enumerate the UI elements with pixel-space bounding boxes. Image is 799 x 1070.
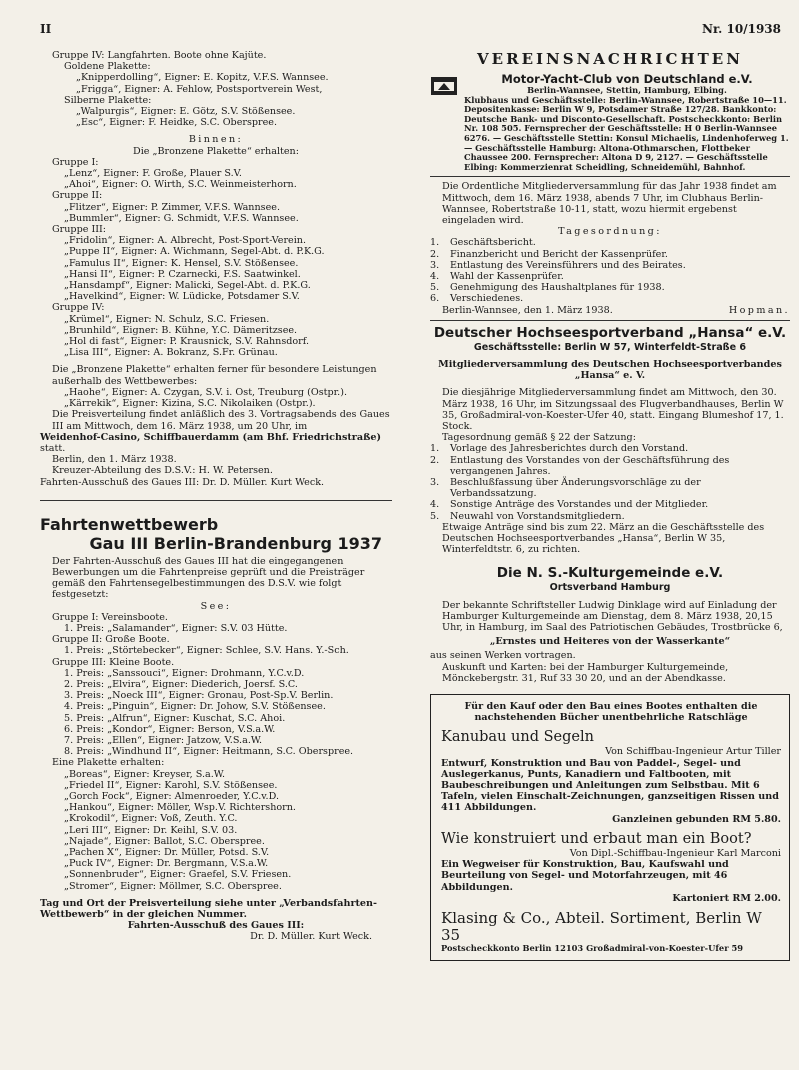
result-line: Goldene Plakette:: [64, 61, 151, 73]
agenda-number: 2.: [430, 454, 440, 466]
agenda-number: 3.: [430, 259, 440, 271]
result-line: „Puppe II“, Eigner: A. Wichmann, Segel-Abt. d. P.K.G.: [64, 246, 325, 258]
result-line: Gruppe I: Vereinsboote.: [52, 611, 168, 623]
fw-title-2: Gau III Berlin-Brandenburg 1937: [89, 533, 382, 553]
result-line: Gruppe III: Kleine Boote.: [52, 656, 175, 668]
dhv-text: Die diesjährige Mitgliederversammlung findet am Mittwoch, den 30. März 1938, 16 Uhr, im Sitzungssaal des Flugverbandhauses, Berlin W 35, Großadmiral-von-Koester-Ufer 40, statt. Eingang Blumeshof 17, 1. Stock.: [442, 387, 784, 432]
result-line: 1. Preis: „Sanssouci“, Eigner: Drohmann, Y.C.v.D.: [64, 667, 305, 679]
agenda-number: 2.: [430, 248, 440, 260]
agenda-text: Neuwahl von Vorstandsmitgliedern.: [450, 510, 625, 522]
result-line: „Leri III“, Eigner: Dr. Keihl, S.V. 03.: [64, 824, 238, 836]
result-line: „Brunhild“, Eigner: B. Kühne, Y.C. Dämeritzsee.: [64, 324, 298, 336]
result-line: Gruppe IV:: [52, 302, 105, 314]
result-line: „Famulus II“, Eigner: K. Hensel, S.V. Stößensee.: [64, 257, 299, 269]
result-line: „Fridolin“, Eigner: A. Albrecht, Post-Sport-Verein.: [64, 235, 307, 247]
result-line: 2. Preis: „Elvira“, Eigner: Diederich, Joersf. S.C.: [64, 678, 298, 690]
dhv-address: Geschäftsstelle: Berlin W 57, Winterfeldt-Straße 6: [473, 341, 747, 353]
result-line: 1. Preis: „Salamander“, Eigner: S.V. 03 Hütte.: [64, 622, 288, 634]
result-line: „Lenz“, Eigner: F. Große, Plauer S.V.: [64, 168, 242, 180]
result-line: „Hol di fast“, Eigner: P. Krausnick, S.V. Rahnsdorf.: [64, 336, 310, 348]
agenda-item: [430, 511, 790, 522]
agenda-text: Vorlage des Jahresberichtes durch den Vorstand.: [450, 443, 689, 455]
book-advertisement: [430, 694, 790, 960]
result-line: „Hankou“, Eigner: Möller, Wsp.V. Richtershorn.: [64, 802, 296, 814]
special-intro: Die „Bronzene Plakette“ erhalten ferner für besondere Leistungen außerhalb des Wettbewerbes:: [52, 364, 377, 387]
myc-name: Motor-Yacht-Club von Deutschland e.V.: [501, 72, 753, 86]
agenda-item: [430, 271, 790, 282]
see-results-list: [40, 50, 392, 128]
result-line: 7. Preis: „Ellen“, Eigner: Jatzow, V.S.a.W.: [64, 734, 263, 746]
kg-name: Die N. S.-Kulturgemeinde e.V.: [496, 565, 724, 582]
agenda-text: Geschäftsbericht.: [450, 237, 536, 249]
myc-block: [430, 72, 790, 172]
date-line: Berlin, den 1. März 1938.: [52, 454, 177, 466]
result-line: „Krokodil“, Eigner: Voß, Zeuth. Y.C.: [64, 813, 238, 825]
result-line: „Najade“, Eigner: Ballot, S.C. Oberspree.: [64, 835, 265, 847]
myc-agenda-heading: Tagesordnung:: [558, 226, 662, 238]
result-line: „Friedel II“, Eigner: Karohl, S.V. Stößensee.: [64, 779, 278, 791]
agenda-number: 6.: [430, 293, 440, 305]
binnen-heading: Binnen:: [188, 134, 244, 146]
see-heading: See:: [200, 600, 232, 612]
book2-description: Ein Wegweiser für Konstruktion, Bau, Kaufswahl und Beurteilung von Segel- und Motorfahrzeugen, mit 46 Abbildungen.: [441, 859, 729, 893]
right-column: [430, 50, 790, 961]
myc-signature: Hopman.: [728, 304, 790, 316]
kg-tail-2: Auskunft und Karten: bei der Hamburger Kulturgemeinde, Mönckebergstr. 31, Ruf 33 30 20, und an der Abendkasse.: [442, 661, 729, 684]
result-line: „Krümel“, Eigner: N. Schulz, S.C. Friesen.: [64, 313, 270, 325]
book2-price: Kartoniert RM 2.00.: [672, 892, 781, 904]
agenda-item: [430, 249, 790, 260]
agenda-text: Wahl der Kassenprüfer.: [450, 270, 564, 282]
result-line: „Esc“, Eigner: F. Heidke, S.C. Oberspree.: [76, 117, 278, 129]
myc-agenda-list: [430, 237, 790, 304]
result-line: Gruppe II: Große Boote.: [52, 634, 170, 646]
result-line: „Frigga“, Eigner: A. Fehlow, Postsportverein West,: [76, 83, 323, 95]
result-line: 8. Preis: „Windhund II“, Eigner: Heitmann, S.C. Oberspree.: [64, 746, 354, 758]
fw-signature-2: Dr. D. Müller. Kurt Weck.: [250, 931, 372, 943]
divider: [430, 176, 790, 177]
result-line: „Sonnenbruder“, Eigner: Graefel, S.V. Friesen.: [64, 869, 292, 881]
result-line: „Flitzer“, Eigner: P. Zimmer, V.F.S. Wannsee.: [64, 201, 280, 213]
book2-author: Von Dipl.-Schiffbau-Ingenieur Karl Marconi: [569, 847, 781, 859]
dhv-agenda-heading: Tagesordnung gemäß § 22 der Satzung:: [442, 432, 636, 444]
agenda-number: 3.: [430, 477, 440, 489]
result-line: Gruppe I:: [52, 156, 99, 168]
book1-price: Ganzleinen gebunden RM 5.80.: [612, 813, 781, 825]
section-title: VEREINSNACHRICHTEN: [477, 50, 743, 68]
myc-footer: [430, 305, 790, 316]
agenda-text: Entlastung des Vorstandes von der Geschäftsführung des vergangenen Jahres.: [450, 454, 730, 477]
issue-number: Nr. 10/1938: [701, 22, 781, 36]
result-line: „Walpurgis“, Eigner: E. Götz, S.V. Stößensee.: [76, 106, 296, 118]
agenda-item: [430, 477, 790, 499]
fw-signature-1: Fahrten-Ausschuß des Gaues III:: [127, 920, 305, 932]
result-line: „Lisa III“, Eigner: A. Bokranz, S.Fr. Grünau.: [64, 347, 278, 359]
result-line: „Bummler“, Eigner: G. Schmidt, V.F.S. Wannsee.: [64, 212, 299, 224]
result-line: Gruppe III:: [52, 224, 107, 236]
result-line: 3. Preis: „Noeck III“, Eigner: Gronau, Post-Sp.V. Berlin.: [64, 690, 334, 702]
agenda-number: 5.: [430, 282, 440, 294]
agenda-item: [430, 455, 790, 477]
venue-line: Weidenhof-Casino, Schiffbauerdamm (am Bhf. Friedrichstraße): [40, 431, 382, 443]
result-line: 1. Preis: „Störtebecker“, Eigner: Schlee, S.V. Hans. Y.-Sch.: [64, 645, 349, 657]
kg-tail: aus seinen Werken vortragen.: [430, 650, 576, 662]
divider: [40, 500, 392, 501]
special-awards-list: [40, 387, 392, 409]
agenda-number: 4.: [430, 499, 440, 511]
club-flag-icon: [430, 76, 458, 96]
result-line: „Pachen X“, Eigner: Dr. Müller, Potsd. S.V.: [64, 847, 270, 858]
kg-quote: „Ernstes und Heiteres von der Wasserkante“: [489, 636, 731, 648]
result-line: Eine Plakette erhalten:: [52, 757, 165, 769]
result-line: „Knipperdolling“, Eigner: E. Kopitz, V.F.S. Wannsee.: [76, 72, 329, 84]
dhv-agenda-list: [430, 443, 790, 521]
agenda-item: [430, 237, 790, 248]
divider: [430, 320, 790, 321]
left-column: [40, 50, 392, 943]
result-line: „Kärrekik“, Eigner: Kizina, S.C. Nikolaiken (Ostpr.).: [64, 398, 316, 410]
postal-line: Postscheckkonto Berlin 12103 Großadmiral-von-Koester-Ufer 59: [441, 942, 744, 953]
result-line: „Havelkind“, Eigner: W. Lüdicke, Potsdamer S.V.: [64, 291, 300, 303]
kg-text: Der bekannte Schriftsteller Ludwig Dinklage wird auf Einladung der Hamburger Kulturgemeinde am Dienstag, dem 8. März 1938, 20,15 Uhr, in Hamburg, im Saal des Patriotischen Gebäudes, Trostbrücke 6,: [442, 599, 783, 634]
result-line: „Gorch Fock“, Eigner: Almenroeder, Y.C.v.D.: [64, 790, 279, 802]
fw-results-list: [40, 612, 392, 892]
result-line: 5. Preis: „Alfrun“, Eigner: Kuschat, S.C. Ahoi.: [64, 712, 286, 724]
result-line: „Puck IV“, Eigner: Dr. Bergmann, V.S.a.W.: [64, 858, 269, 870]
myc-locations: Berlin-Wannsee, Stettin, Hamburg, Elbing.: [527, 85, 727, 95]
result-line: „Stromer“, Eigner: Möllmer, S.C. Oberspree.: [64, 880, 282, 892]
agenda-number: 4.: [430, 270, 440, 282]
dhv-name: Deutscher Hochseesportverband „Hansa“ e.V.: [433, 324, 787, 341]
signature-2: Fahrten-Ausschuß des Gaues III: Dr. D. Müller. Kurt Weck.: [40, 476, 325, 488]
binnen-results-list: [40, 157, 392, 359]
result-line: Gruppe II:: [52, 190, 103, 202]
agenda-item: [430, 443, 790, 454]
statt-line: statt.: [40, 442, 66, 454]
result-line: Gruppe IV: Langfahrten. Boote ohne Kajüte.: [52, 50, 267, 61]
result-line: 6. Preis: „Kondor“, Eigner: Berson, V.S.a.W.: [64, 723, 276, 735]
agenda-item: [430, 260, 790, 271]
page-number: II: [40, 22, 52, 36]
agenda-text: Verschiedenes.: [450, 293, 524, 305]
dhv-tail: Etwaige Anträge sind bis zum 22. März an die Geschäftsstelle des Deutschen Hochseesportverbandes „Hansa“, Berlin W 35, Winterfeldtstr. 6, zu richten.: [442, 521, 765, 556]
agenda-text: Beschlußfassung über Änderungsvorschläge zu der Verbandssatzung.: [450, 477, 701, 500]
result-line: „Haohe“, Eigner: A. Czygan, S.V. i. Ost, Treuburg (Ostpr.).: [64, 386, 347, 398]
agenda-text: Sonstige Anträge des Vorstandes und der Mitglieder.: [450, 499, 709, 511]
publisher: Klasing & Co., Abteil. Sortiment, Berlin W 35: [441, 908, 762, 944]
agenda-number: 1.: [430, 237, 440, 249]
book1-author: Von Schiffbau-Ingenieur Artur Tiller: [605, 746, 781, 758]
bronze-heading: Die „Bronzene Plakette“ erhalten:: [133, 145, 299, 157]
ad-intro: Für den Kauf oder den Bau eines Bootes enthalten die nachstehenden Bücher unentbehrliche Ratschläge: [464, 701, 758, 724]
fw-intro: Der Fahrten-Ausschuß des Gaues III hat die eingegangenen Bewerbungen um die Fahrtenpreise geprüft und die Preisträger gemäß den Fahrtensegelbestimmungen des D.S.V. wie folgt festgesetzt:: [52, 555, 365, 601]
result-line: „Ahoi“, Eigner: O. Wirth, S.C. Weinmeisterhorn.: [64, 179, 297, 191]
agenda-text: Entlastung des Vereinsführers und des Beirates.: [450, 259, 686, 271]
agenda-text: Finanzbericht und Bericht der Kassenprüfer.: [450, 248, 668, 260]
myc-info: Klubhaus und Geschäftsstelle: Berlin-Wannsee, Robertstraße 10—11. Depositenkasse: Berlin W 9, Potsdamer Straße 127/28. Bankkonto: Deutsche Bank- und Disconto-Gesellschaft. Postscheckkonto: Berlin Nr. 108 505. Fernsprecher der Geschäftsstelle: H 0 Berlin-Wannsee 6276. — Geschäftsstelle Stettin: Konsul Michaelis, Lindenhoferweg 1. — Geschäftsstelle Hamburg: Altona-Othmarschen, Flottbeker Chaussee 200. Fernsprecher: Altona D 9, 2127. — Geschäftsstelle Elbing: Kommerzienrat Scheidling, Schneidemühl, Bahnhof.: [464, 94, 789, 172]
myc-meeting: Die Ordentliche Mitgliederversammlung für das Jahr 1938 findet am Mittwoch, dem 16. März 1938, abends 7 Uhr, im Clubhaus Berlin-Wannsee, Robertstraße 10-11, statt, wozu hiermit ergebenst eingeladen wird.: [442, 181, 777, 226]
agenda-number: 5.: [430, 510, 440, 522]
myc-date: Berlin-Wannsee, den 1. März 1938.: [442, 304, 613, 316]
result-line: „Hansdampf“, Eigner: Malicki, Segel-Abt. d. P.K.G.: [64, 280, 311, 292]
book1-description: Entwurf, Konstruktion und Bau von Paddel-, Segel- und Auslegerkanus, Punts, Kanadiern und Faltbooten, mit Baubeschreibungen und Anleitungen zum Selbstbau. Mit 6 Tafeln, vielen Einschalt-Zeichnungen, ganzseitigen Rissen und 411 Abbildungen.: [441, 757, 779, 814]
agenda-item: [430, 293, 790, 304]
result-line: „Boreas“, Eigner: Kreyser, S.a.W.: [64, 768, 226, 780]
result-line: Silberne Plakette:: [64, 94, 152, 106]
page-header: [40, 22, 781, 40]
fw-tail: Tag und Ort der Preisverteilung siehe unter „Verbandsfahrten-Wettbewerb“ in der gleichen Nummer.: [40, 897, 377, 921]
agenda-item: [430, 499, 790, 510]
result-line: 4. Preis: „Pinguin“, Eigner: Dr. Johow, S.V. Stößensee.: [64, 701, 326, 713]
book2-title: Wie konstruiert und erbaut man ein Boot?: [441, 830, 752, 847]
book1-title: Kanubau und Segeln: [441, 729, 594, 746]
fw-title-1: Fahrtenwettbewerb: [40, 514, 219, 534]
agenda-item: [430, 282, 790, 293]
signature-1: Kreuzer-Abteilung des D.S.V.: H. W. Petersen.: [52, 465, 273, 477]
kg-subtitle: Ortsverband Hamburg: [549, 582, 671, 594]
agenda-text: Genehmigung des Haushaltplanes für 1938.: [450, 282, 665, 294]
result-line: „Hansi II“, Eigner: P. Czarnecki, F.S. Saatwinkel.: [64, 268, 301, 280]
prize-paragraph: Die Preisverteilung findet anläßlich des 3. Vortragsabends des Gaues III am Mittwoch, dem 16. März 1938, um 20 Uhr, im: [52, 409, 390, 432]
dhv-heading: Mitgliederversammlung des Deutschen Hochseesportverbandes „Hansa“ e. V.: [438, 358, 782, 382]
agenda-number: 1.: [430, 443, 440, 455]
